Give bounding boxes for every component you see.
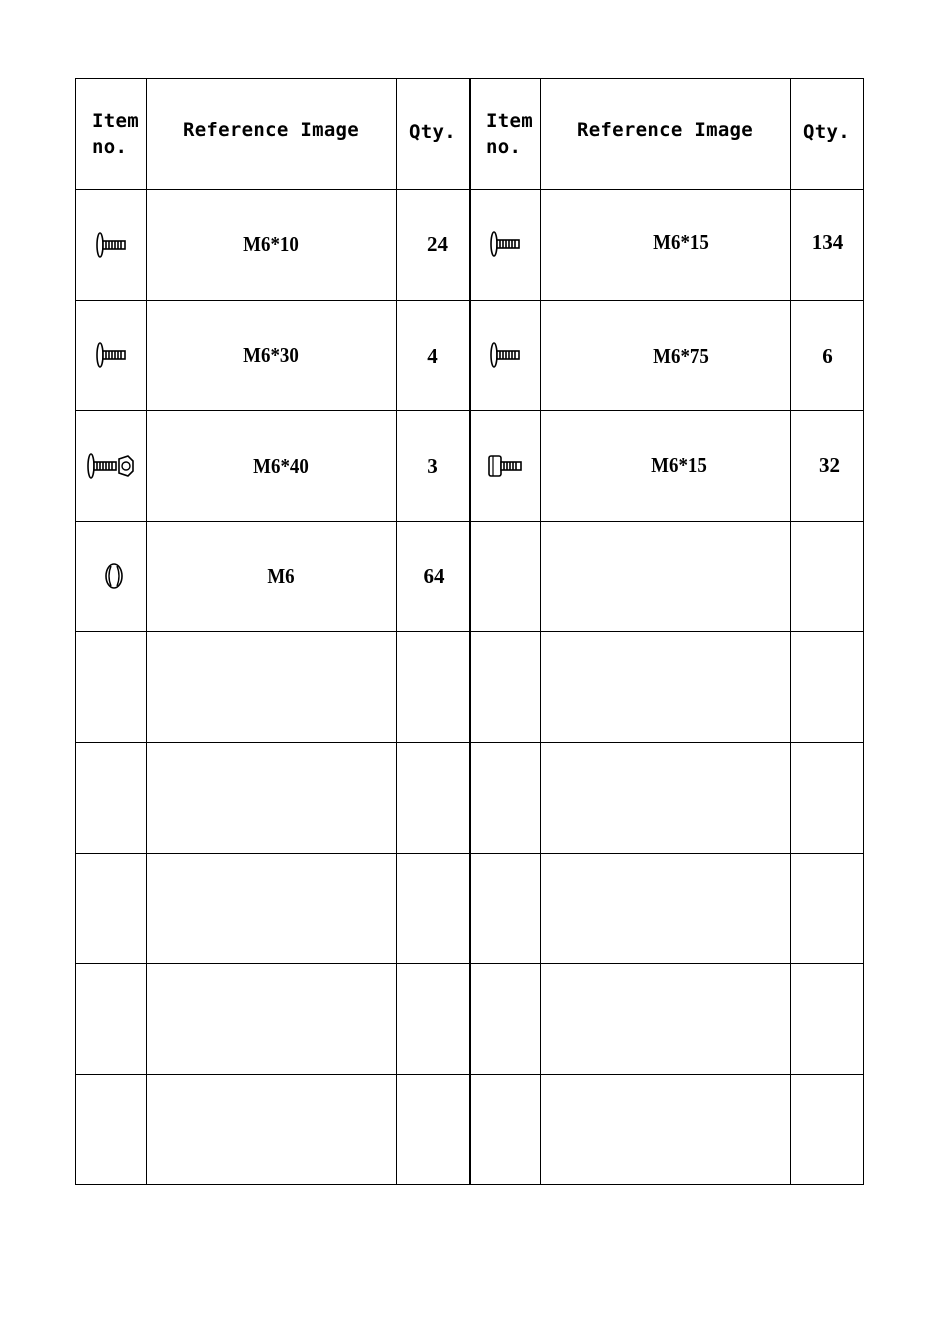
row-divider: [76, 963, 863, 964]
qty-value: 134: [811, 230, 844, 254]
header-qty: [396, 77, 469, 187]
spec-label: M6*40: [253, 454, 309, 478]
row-divider: [76, 742, 863, 743]
header-qty: [790, 77, 863, 187]
qty-value: 4: [427, 343, 438, 368]
header-item-line1: Item: [486, 110, 533, 132]
row-divider: [76, 853, 863, 854]
header-item-line2: no.: [486, 136, 522, 158]
qty-value: 32: [819, 453, 840, 477]
nut-icon: [76, 521, 151, 631]
bolt-icon: [470, 189, 540, 298]
qty-value: 6: [822, 343, 833, 368]
spec-label: M6*75: [653, 343, 709, 368]
header-item-line2: no.: [92, 136, 128, 158]
qty-value: 64: [423, 563, 445, 588]
row-divider: [76, 1074, 863, 1075]
header-reference-label: Reference Image: [182, 119, 360, 141]
header-reference-image: [540, 75, 790, 185]
spec-label: M6*15: [651, 453, 707, 477]
bolt-icon: [76, 189, 146, 300]
spec-label: M6*10: [243, 232, 299, 256]
bolt-with-nut-icon: [76, 410, 146, 521]
bolt-icon: [76, 300, 146, 410]
spec-label: M6*15: [653, 230, 709, 254]
header-qty-label: Qty.: [803, 121, 850, 143]
parts-table: [75, 78, 864, 1185]
bolt-icon: [470, 300, 540, 410]
shoulder-bolt-icon: [470, 410, 540, 521]
qty-value: 3: [427, 454, 438, 478]
spec-label: M6*30: [243, 342, 299, 367]
header-item-line1: Item: [92, 110, 139, 132]
spec-label: M6: [267, 563, 295, 588]
header-reference-label: Reference Image: [576, 119, 754, 141]
row-divider: [76, 631, 863, 632]
header-reference-image: [146, 75, 396, 185]
qty-value: 24: [427, 232, 448, 256]
header-qty-label: Qty.: [409, 121, 456, 143]
